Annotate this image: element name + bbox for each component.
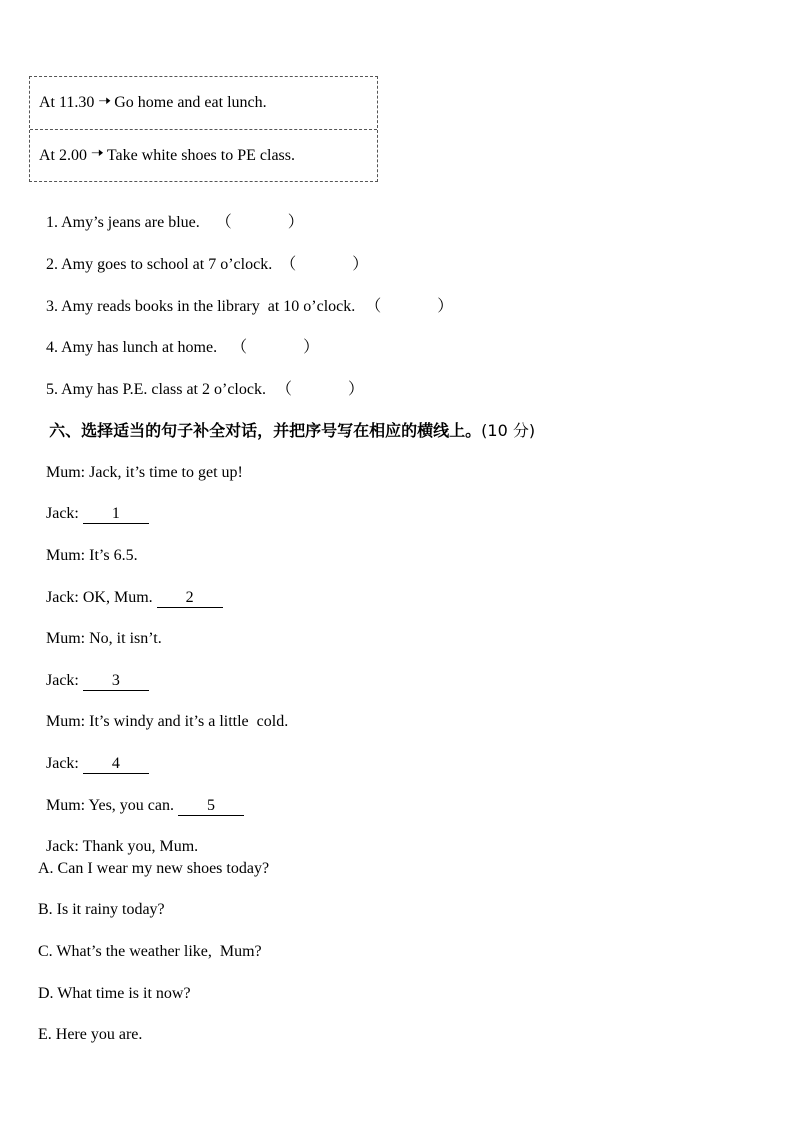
schedule-time: At 11.30 bbox=[39, 94, 95, 111]
answer-blank[interactable]: 2 bbox=[157, 589, 223, 608]
answer-paren[interactable]: （ ） bbox=[365, 298, 454, 315]
answer-blank[interactable]: 1 bbox=[83, 505, 149, 524]
judgement-item bbox=[38, 360, 364, 400]
schedule-row bbox=[30, 77, 377, 129]
dialogue-line: Jack: 3 bbox=[38, 651, 149, 691]
section-heading bbox=[38, 401, 535, 441]
judgement-text: 2. Amy goes to school at 7 o’clock. bbox=[46, 256, 273, 273]
judgement-item bbox=[38, 193, 304, 233]
option-item: E. Here you are. bbox=[38, 1026, 143, 1043]
option-item: D. What time is it now? bbox=[38, 985, 191, 1002]
dialogue-line: Jack: 1 bbox=[38, 484, 149, 524]
schedule-text: Take white shoes to PE class. bbox=[106, 146, 295, 164]
schedule-text: Go home and eat lunch. bbox=[114, 94, 267, 111]
dialogue-line: Mum: Jack, it’s time to get up! bbox=[46, 464, 243, 481]
dialogue-line: Mum: Yes, you can. 5 bbox=[38, 776, 244, 816]
dialogue-line: Jack: OK, Mum. 2 bbox=[38, 568, 223, 608]
schedule-box bbox=[29, 76, 378, 182]
schedule-time: At 2.00 bbox=[39, 146, 87, 164]
judgement-item bbox=[38, 318, 319, 358]
dialogue-line: Mum: It’s windy and it’s a little cold. bbox=[46, 713, 289, 730]
answer-paren[interactable]: （ ） bbox=[215, 214, 304, 231]
judgement-text: 4. Amy has lunch at home. bbox=[46, 339, 218, 356]
option-item: B. Is it rainy today? bbox=[38, 901, 165, 918]
answer-paren[interactable]: （ ） bbox=[275, 381, 364, 398]
dialogue-line: Mum: It’s 6.5. bbox=[46, 547, 138, 564]
arrow-right-icon: 🠢 bbox=[91, 144, 104, 162]
option-item: C. What’s the weather like, Mum? bbox=[38, 943, 262, 960]
answer-blank[interactable]: 3 bbox=[83, 672, 149, 691]
judgement-text: 1. Amy’s jeans are blue. bbox=[46, 214, 200, 231]
arrow-right-icon: 🠢 bbox=[98, 91, 112, 110]
dialogue-line: Jack: Thank you, Mum. bbox=[46, 838, 199, 855]
schedule-row bbox=[30, 129, 377, 181]
section-score: (10 分) bbox=[481, 421, 536, 440]
answer-blank[interactable]: 4 bbox=[83, 755, 149, 774]
judgement-text: 5. Amy has P.E. class at 2 o’clock. bbox=[46, 381, 266, 398]
answer-paren[interactable]: （ ） bbox=[280, 256, 369, 273]
dialogue-line: Jack: 4 bbox=[38, 734, 149, 774]
judgement-text: 3. Amy reads books in the library at 10 o’clock. bbox=[46, 298, 356, 315]
judgement-item bbox=[38, 277, 453, 317]
answer-blank[interactable]: 5 bbox=[178, 797, 244, 816]
option-item: A. Can I wear my new shoes today? bbox=[38, 860, 270, 877]
answer-paren[interactable]: （ ） bbox=[231, 339, 320, 356]
dialogue-line: Mum: No, it isn’t. bbox=[46, 630, 162, 647]
section-title: 六、选择适当的句子补全对话，并把序号写在相应的横线上。 bbox=[49, 421, 482, 440]
judgement-item bbox=[38, 235, 368, 275]
